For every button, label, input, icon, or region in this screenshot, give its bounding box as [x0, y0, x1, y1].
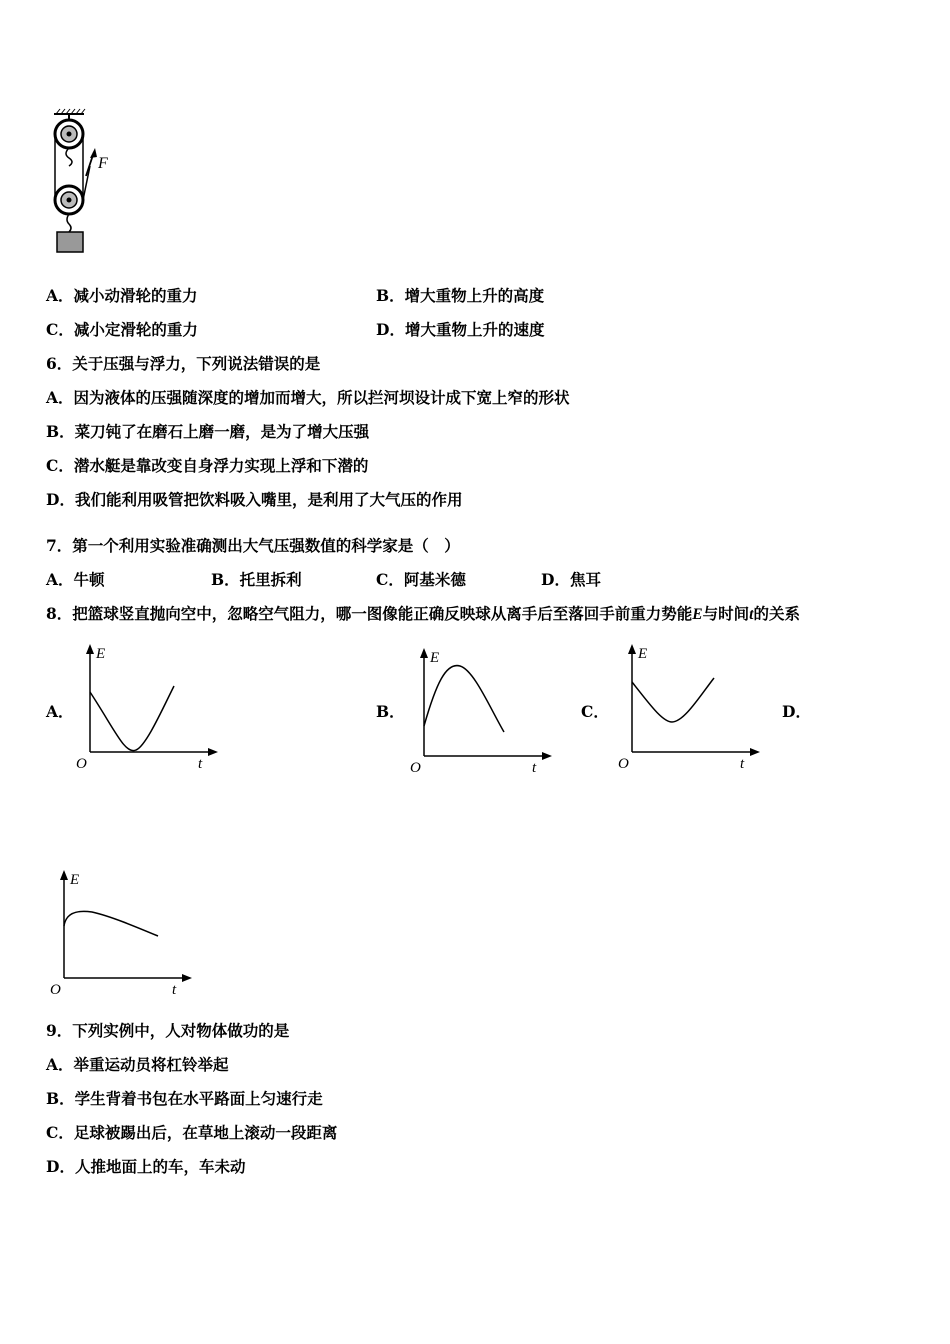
q8-graph-a	[70, 640, 230, 784]
q8-graph-c	[612, 640, 772, 784]
q9-option-c: C．足球被踢出后，在草地上滚动一段距离	[46, 1123, 338, 1142]
pulley-svg	[40, 108, 130, 258]
q9-option-a: A．举重运动员将杠铃举起	[46, 1055, 229, 1074]
q6-option-c: C．潜水艇是靠改变自身浮力实现上浮和下潜的	[46, 456, 369, 475]
q8-label-b: B．	[376, 702, 405, 721]
q8-graph-b-origin: O	[410, 760, 421, 776]
q9-stem: 9．下列实例中，人对物体做功的是	[46, 1021, 290, 1040]
q8-graph-a-x-label: t	[198, 756, 203, 772]
q7-option-c: C．阿基米德	[376, 570, 466, 589]
q8-stem-var-e: E	[692, 606, 703, 623]
q8-stem-part2: 与时间	[702, 604, 750, 623]
q5-option-c: C．减小定滑轮的重力	[46, 320, 198, 339]
q8-graph-d-x-label: t	[172, 982, 177, 998]
q7-option-a: A．牛顿	[46, 570, 105, 589]
q8-label-d: D．	[782, 702, 811, 721]
q8-stem-part1: 8．把篮球竖直抛向空中，忽略空气阻力，哪一图像能正确反映球从离手后至落回手前重力势能	[46, 604, 693, 623]
q8-graph-b-y-label: E	[430, 650, 440, 666]
q8-graph-c-origin: O	[618, 756, 629, 772]
q5-option-b: B．增大重物上升的高度	[376, 286, 545, 305]
force-label: F	[98, 155, 108, 172]
q8-graph-a-curve	[90, 686, 174, 751]
q8-graph-d	[44, 866, 204, 1010]
pulley-system-figure	[40, 108, 130, 258]
q5-option-d: D．增大重物上升的速度	[376, 320, 545, 339]
q6-option-a: A．因为液体的压强随深度的增加而增大，所以拦河坝设计成下宽上窄的形状	[46, 388, 570, 407]
q8-label-c: C．	[581, 702, 609, 721]
q8-label-a: A．	[46, 702, 74, 721]
q6-option-b: B．菜刀钝了在磨石上磨一磨，是为了增大压强	[46, 422, 370, 441]
q6-option-d: D．我们能利用吸管把饮料吸入嘴里，是利用了大气压的作用	[46, 490, 463, 509]
q8-graph-a-y-label: E	[96, 646, 106, 662]
q8-stem-part3: 的关系	[753, 604, 800, 623]
q8-graph-a-origin: O	[76, 756, 87, 772]
q7-option-b: B．托里拆利	[211, 570, 302, 589]
q8-graph-d-y-label: E	[70, 872, 80, 888]
q8-graph-d-curve	[64, 911, 158, 936]
q8-graph-b-x-label: t	[532, 760, 537, 776]
q7-option-d: D．焦耳	[541, 570, 601, 589]
q8-graph-c-y-label: E	[638, 646, 648, 662]
q8-graph-d-origin: O	[50, 982, 61, 998]
q5-option-a: A．减小动滑轮的重力	[46, 286, 198, 305]
q9-option-d: D．人推地面上的车，车未动	[46, 1157, 246, 1176]
q8-stem	[46, 604, 800, 625]
q8-stem-var-t: t	[749, 606, 754, 623]
q8-graph-b-curve	[424, 666, 504, 732]
q8-graph-b	[404, 644, 564, 788]
q8-graph-c-x-label: t	[740, 756, 745, 772]
q9-option-b: B．学生背着书包在水平路面上匀速行走	[46, 1089, 323, 1108]
q8-graph-c-curve	[632, 678, 714, 722]
q7-stem: 7．第一个利用实验准确测出大气压强数值的科学家是（ ）	[46, 536, 460, 555]
q6-stem: 6．关于压强与浮力，下列说法错误的是	[46, 354, 321, 373]
